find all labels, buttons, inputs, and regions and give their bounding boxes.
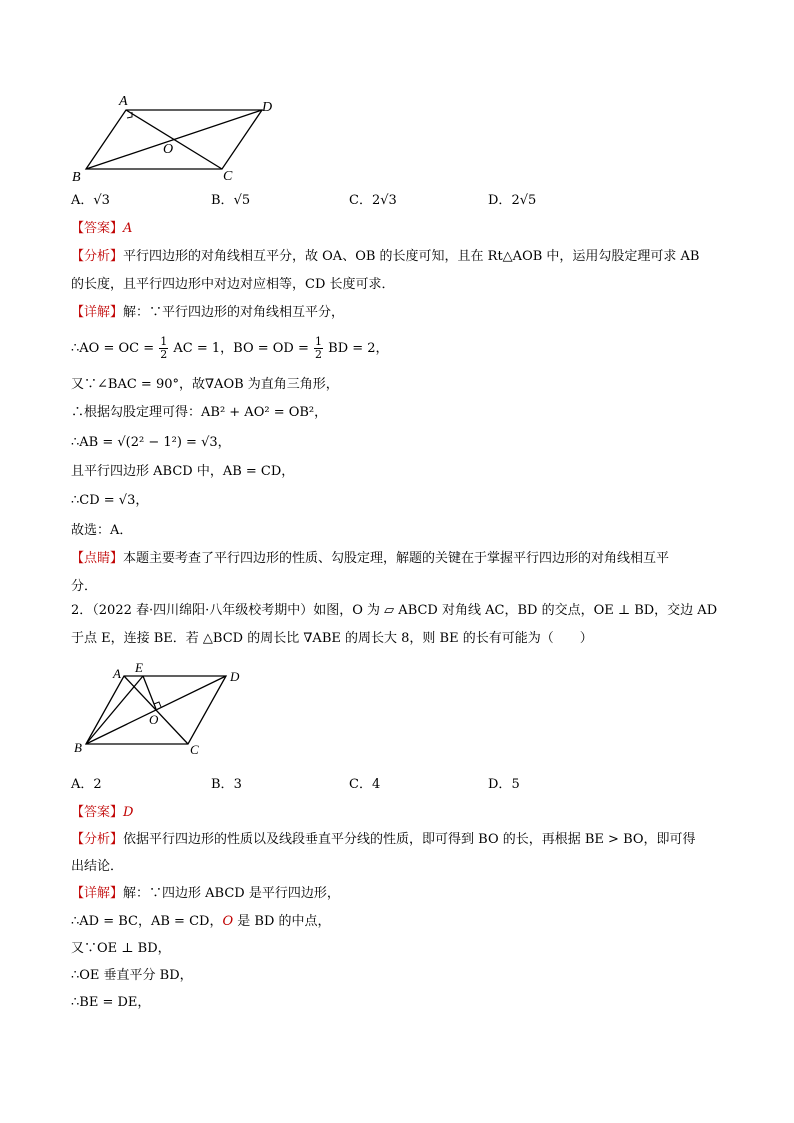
- q1-detail-line7: ∴CD = √3，: [71, 493, 149, 508]
- fig1-label-d: D: [262, 100, 273, 115]
- fig2-label-d: D: [230, 669, 240, 684]
- q2-detail-line4: ∴OE 垂直平分 BD，: [71, 968, 193, 983]
- q1-detail-line8: 故选：A．: [71, 523, 133, 538]
- q1-option-b: B．√5: [211, 193, 251, 208]
- q2-analysis-line2: 出结论．: [71, 859, 124, 874]
- fraction-half-2: $\frac{1}{2}$: [315, 335, 323, 361]
- q2-stem-line1: 2．（2022 春·四川绵阳·八年级校考期中）如图，O 为 ▱ ABCD 对角线 AC，BD 的交点，OE ⊥ BD，交边 AD: [71, 603, 718, 618]
- q1-option-c: C．2√3: [349, 193, 397, 208]
- figure-parallelogram-2: [68, 658, 258, 758]
- figure-parallelogram-1: [68, 92, 288, 187]
- q1-option-a: A．√3: [71, 193, 110, 208]
- q2-detail-line2: ∴AD = BC，AB = CD，O 是 BD 的中点，: [71, 914, 331, 929]
- q2-option-a: A．2: [71, 777, 102, 792]
- q1-answer: 【答案】A: [71, 221, 133, 236]
- q1-point-line2: 分．: [71, 579, 98, 594]
- q2-option-d: D．5: [488, 777, 520, 792]
- fig2-label-c: C: [190, 742, 199, 757]
- q1-option-d: D．2√5: [488, 193, 537, 208]
- q2-stem-line2: 于点 E，连接 BE．若 △BCD 的周长比 ∇ABE 的周长大 8，则 BE 的长有可能为（ ）: [71, 631, 593, 646]
- q1-point-line1: 【点睛】本题主要考查了平行四边形的性质、勾股定理，解题的关键在于掌握平行四边形的对角线相互平: [71, 551, 670, 566]
- fig1-label-b: B: [72, 170, 81, 185]
- q1-detail-line3: 又∵∠BAC = 90°，故∇AOB 为直角三角形，: [71, 377, 339, 392]
- q1-analysis-line1: 【分析】平行四边形的对角线相互平分，故 OA、OB 的长度可知，且在 Rt△AOB 中，运用勾股定理可求 AB: [71, 249, 700, 264]
- q2-detail-line1: 【详解】解：∵四边形 ABCD 是平行四边形，: [71, 886, 340, 901]
- q2-detail-line5: ∴BE = DE，: [71, 995, 151, 1010]
- fig1-label-a: A: [119, 94, 128, 109]
- q1-analysis-line2: 的长度，且平行四边形中对边对应相等，CD 长度可求．: [71, 277, 395, 292]
- q1-detail-line1: 【详解】解：∵平行四边形的对角线相互平分，: [71, 305, 345, 320]
- q1-detail-line6: 且平行四边形 ABCD 中，AB = CD，: [71, 464, 295, 479]
- q2-option-b: B．3: [211, 777, 242, 792]
- fig2-label-e: E: [135, 660, 143, 675]
- q2-analysis-line1: 【分析】依据平行四边形的性质以及线段垂直平分线的性质，即可得到 BO 的长，再根据 BE > BO，即可得: [71, 832, 696, 847]
- fig2-label-a: A: [113, 666, 121, 681]
- q2-answer: 【答案】D: [71, 805, 134, 820]
- fig1-label-o: O: [163, 142, 174, 157]
- q2-option-c: C．4: [349, 777, 381, 792]
- fig2-label-o: O: [149, 712, 159, 727]
- q2-detail-line3: 又∵OE ⊥ BD，: [71, 941, 171, 956]
- fig1-label-c: C: [223, 169, 233, 184]
- fraction-half-1: $\frac{1}{2}$: [160, 335, 168, 361]
- q1-detail-line5: ∴AB = √(2² − 1²) = √3，: [71, 435, 231, 450]
- q1-detail-line2: ∴AO = OC = $\frac{1}{2}$ AC = 1，BO = OD = $\frac{1}{2}$ BD = 2，: [71, 335, 389, 361]
- q1-detail-line4: ∴根据勾股定理可得：AB² + AO² = OB²，: [71, 405, 328, 420]
- fig2-label-b: B: [74, 740, 82, 755]
